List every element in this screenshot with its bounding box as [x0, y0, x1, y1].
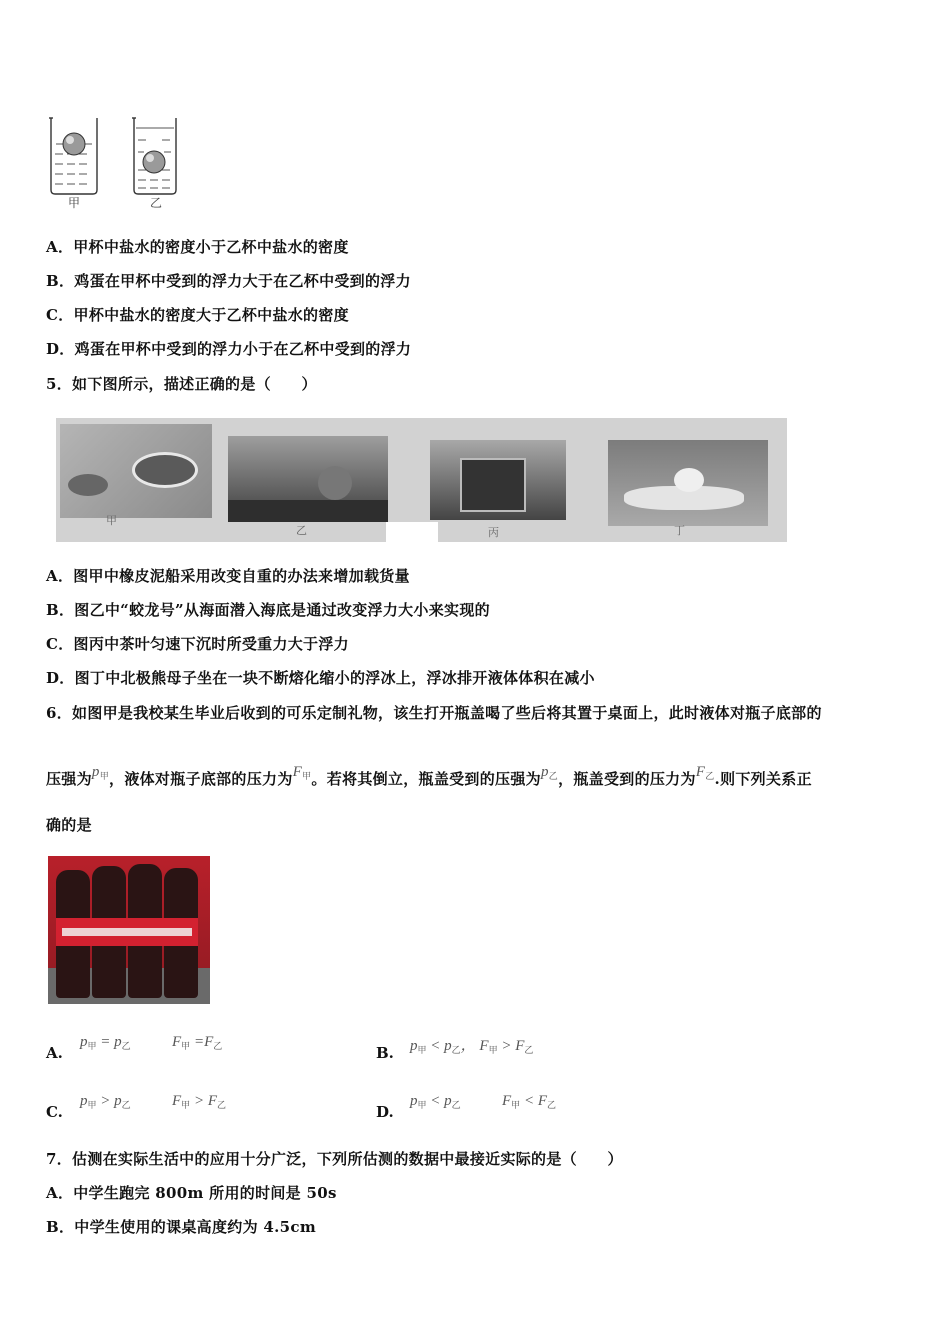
photo-yi — [228, 436, 388, 522]
photo-label-bing: 丙 — [488, 526, 499, 539]
symbol-F-jia: $F_甲$ — [292, 764, 312, 781]
q4-option-b: B．鸡蛋在甲杯中受到的浮力大于在乙杯中受到的浮力 — [46, 272, 411, 290]
photo-label-yi: 乙 — [296, 524, 307, 537]
photo-ding — [608, 440, 768, 526]
q5-photo-strip — [56, 418, 787, 542]
q7-option-b: B．中学生使用的课桌高度约为 4.5cm — [46, 1218, 317, 1236]
q5-option-b: B．图乙中“蛟龙号”从海面潜入海底是通过改变浮力大小来实现的 — [46, 601, 490, 619]
egg-yi — [143, 151, 165, 173]
q7-stem: 7．估测在实际生活中的应用十分广泛，下列所估测的数据中最接近实际的是（ ） — [46, 1150, 623, 1168]
cola-photo — [48, 856, 210, 1004]
beaker-label-jia: 甲 — [68, 196, 81, 210]
q7-option-a: A．中学生跑完 800m 所用的时间是 50s — [46, 1184, 337, 1202]
beaker-jia — [49, 118, 97, 194]
q5-option-c: C．图丙中茶叶匀速下沉时所受重力大于浮力 — [46, 635, 349, 653]
beaker-label-yi: 乙 — [150, 196, 163, 210]
q5-option-a: A．图甲中橡皮泥船采用改变自重的办法来增加载货量 — [46, 567, 410, 585]
q5-stem: 5．如下图所示，描述正确的是（ ） — [46, 375, 317, 393]
photo-label-jia: 甲 — [106, 514, 117, 527]
q6-line2: 压强为$p_甲$，液体对瓶子底部的压力为$F_甲$。若将其倒立，瓶盖受到的压强为$p_乙$，瓶盖受到的压力为$F_乙$.则下列关系正 — [46, 764, 812, 788]
photo-label-ding: 丁 — [674, 524, 685, 537]
symbol-F-yi: $F_乙$ — [695, 764, 715, 781]
beaker-yi — [132, 118, 176, 194]
q4-option-d: D．鸡蛋在甲杯中受到的浮力小于在乙杯中受到的浮力 — [46, 340, 412, 358]
q4-option-c: C．甲杯中盐水的密度大于乙杯中盐水的密度 — [46, 306, 349, 324]
q6-line1: 6．如图甲是我校某生毕业后收到的可乐定制礼物，该生打开瓶盖喝了些后将其置于桌面上，此时液体对瓶子底部的 — [46, 704, 822, 722]
beaker-figure — [46, 114, 196, 214]
q5-option-d: D．图丁中北极熊母子坐在一块不断熔化缩小的浮冰上，浮冰排开液体体积在减小 — [46, 669, 595, 687]
egg-jia — [63, 133, 85, 155]
photo-jia — [60, 424, 212, 518]
symbol-p-yi: $p_乙$ — [540, 764, 559, 781]
photo-bing — [430, 440, 566, 520]
q6-line3: 确的是 — [46, 816, 92, 834]
photo-gap — [386, 522, 438, 542]
symbol-p-jia: $p_甲$ — [91, 764, 110, 781]
q4-option-a: A．甲杯中盐水的密度小于乙杯中盐水的密度 — [46, 238, 349, 256]
